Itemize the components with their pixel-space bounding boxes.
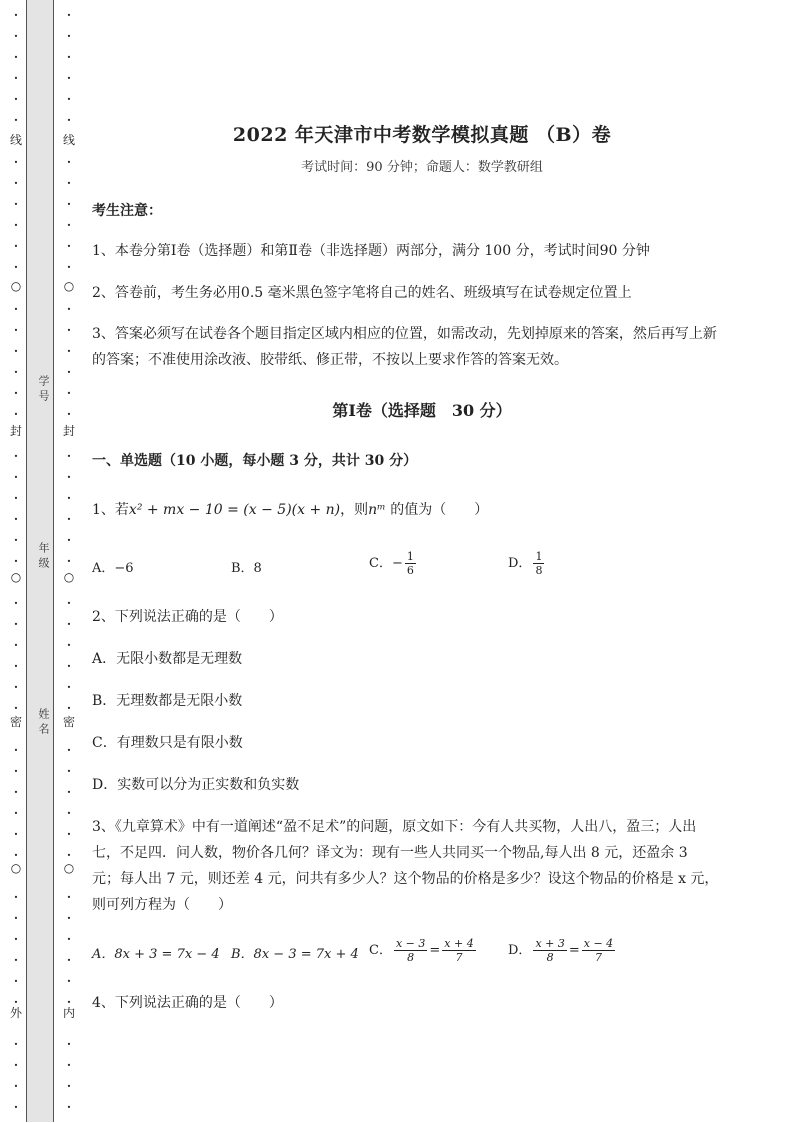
seal-dot: · (13, 302, 19, 316)
seal-dot: · (13, 407, 19, 421)
outer-marker: ○ (10, 279, 22, 293)
fraction (533, 550, 544, 577)
seal-dot: · (66, 8, 72, 22)
outer-marker: 密 (9, 715, 22, 729)
fraction (405, 550, 416, 577)
q3-option-a: A．8x + 3 = 7x − 4 (92, 947, 220, 962)
page-title: 2022 年天津市中考数学模拟真题 （B）卷 (232, 124, 612, 146)
q2-option-a: A．无限小数都是无理数 (92, 651, 243, 667)
seal-dot: · (66, 470, 72, 484)
denominator: 8 (535, 564, 543, 577)
q1-suffix: ，则 (340, 502, 369, 518)
seal-dot: · (66, 995, 72, 1009)
equals-sign: = (568, 943, 580, 958)
outer-marker: ○ (10, 570, 22, 584)
seal-dot: · (66, 827, 72, 841)
seal-dot: · (13, 806, 19, 820)
q1-expression: x² + mx − 10 = (x − 5)(x + n) (128, 502, 341, 518)
seal-dot: · (66, 848, 72, 862)
seal-dot: · (66, 92, 72, 106)
seal-dot: · (66, 596, 72, 610)
inner-marker: ○ (63, 570, 75, 584)
seal-dot: · (13, 1079, 19, 1093)
inner-seal-line (62, 0, 76, 1123)
denominator: 7 (455, 951, 463, 964)
seal-dot: · (13, 659, 19, 673)
inner-marker: 封 (62, 424, 75, 438)
question-1 (92, 497, 752, 523)
seal-dot: · (66, 932, 72, 946)
seal-dot: · (13, 701, 19, 715)
notice-item: 1、本卷分第Ⅰ卷（选择题）和第Ⅱ卷（非选择题）两部分，满分 100 分，考试时间90 分钟 (92, 243, 650, 259)
numerator: x + 4 (444, 937, 474, 950)
numerator: 1 (406, 550, 414, 563)
q3-option-b: B．8x − 3 = 7x + 4 (231, 947, 359, 962)
binding-margin (0, 0, 82, 1123)
question-3-line: 3、《九章算术》中有一道阐述“盈不足术”的问题，原文如下：今有人共买物，人出八，盈三；人出 (92, 819, 697, 835)
inner-marker: 密 (62, 715, 75, 729)
seal-dot: · (66, 491, 72, 505)
seal-dot: · (66, 302, 72, 316)
seal-dot: · (66, 386, 72, 400)
seal-dot: · (66, 155, 72, 169)
student-info-strip (26, 0, 54, 1122)
seal-dot: · (13, 50, 19, 64)
seal-dot: · (13, 995, 19, 1009)
q2-option-c: C．有理数只是有限小数 (92, 735, 243, 751)
seal-dot: · (13, 470, 19, 484)
q1-option-b: B．8 (231, 561, 262, 576)
seal-dot: · (66, 29, 72, 43)
option-label: D． (508, 943, 532, 958)
seal-dot: · (13, 29, 19, 43)
seal-dot: · (66, 701, 72, 715)
numerator: x + 3 (535, 937, 565, 950)
grade-label: 年级 (37, 542, 50, 572)
part-heading: 一、单选题（10 小题，每小题 3 分，共计 30 分） (92, 453, 418, 469)
seal-dot: · (13, 260, 19, 274)
seal-dot: · (13, 71, 19, 85)
seal-dot: · (66, 260, 72, 274)
seal-dot: · (13, 323, 19, 337)
question-3-line: 则可列方程为（ ） (92, 897, 232, 913)
seal-dot: · (13, 638, 19, 652)
notice-item: 3、答案必须写在试卷各个题目指定区域内相应的位置，如需改动，先划掉原来的答案，然后再写上新 (92, 326, 717, 342)
seal-dot: · (13, 92, 19, 106)
seal-dot: · (66, 785, 72, 799)
question-3-line: 元；每人出 7 元，则还差 4 元，问共有多少人？这个物品的价格是多少？设这个物品的价格是 x 元， (92, 871, 719, 887)
seal-dot: · (13, 827, 19, 841)
seal-dot: · (13, 344, 19, 358)
seal-dot: · (13, 1058, 19, 1072)
q2-option-d: D．实数可以分为正实数和负实数 (92, 777, 300, 793)
seal-dot: · (66, 806, 72, 820)
outer-marker: 封 (9, 424, 22, 438)
option-label: C． (369, 943, 392, 958)
seal-dot: · (66, 113, 72, 127)
seal-dot: · (13, 386, 19, 400)
outer-seal-line (9, 0, 23, 1123)
seal-dot: · (13, 596, 19, 610)
notice-heading: 考生注意： (92, 203, 162, 219)
denominator: 7 (594, 951, 602, 964)
name-label: 姓名 (37, 708, 50, 738)
seal-dot: · (66, 323, 72, 337)
seal-dot: · (13, 533, 19, 547)
denominator: 8 (546, 951, 554, 964)
seal-dot: · (66, 911, 72, 925)
fraction (533, 937, 566, 964)
fraction (582, 937, 615, 964)
seal-dot: · (13, 911, 19, 925)
seal-dot: · (66, 449, 72, 463)
numerator: x − 3 (395, 937, 426, 950)
q3-option-d (508, 937, 617, 964)
seal-dot: · (13, 953, 19, 967)
denominator: 8 (407, 951, 415, 964)
q1-tail: 的值为（ ） (385, 502, 489, 518)
seal-dot: · (13, 554, 19, 568)
inner-marker: ○ (63, 279, 75, 293)
q1-prefix: 1、若 (92, 502, 129, 518)
seal-dot: · (13, 176, 19, 190)
notice-item: 2、答卷前，考生务必用0.5 毫米黑色签字笔将自己的姓名、班级填写在试卷规定位置上 (92, 285, 632, 301)
seal-dot: · (66, 1100, 72, 1114)
seal-dot: · (66, 1079, 72, 1093)
seal-dot: · (66, 197, 72, 211)
seal-dot: · (13, 512, 19, 526)
equals-sign: = (429, 943, 441, 958)
seal-dot: · (13, 1037, 19, 1051)
seal-dot: · (66, 1058, 72, 1072)
seal-dot: · (66, 1037, 72, 1051)
student-id-label: 学号 (37, 375, 50, 405)
seal-dot: · (66, 890, 72, 904)
outer-marker: 线 (9, 133, 22, 147)
seal-dot: · (66, 680, 72, 694)
seal-dot: · (13, 1100, 19, 1114)
seal-dot: · (66, 239, 72, 253)
seal-dot: · (66, 50, 72, 64)
seal-dot: · (66, 407, 72, 421)
section-title: 第Ⅰ卷（选择题 30 分） (332, 401, 512, 420)
q3-option-c (369, 937, 478, 964)
seal-dot: · (13, 218, 19, 232)
fraction (442, 937, 475, 964)
seal-dot: · (66, 617, 72, 631)
seal-dot: · (13, 365, 19, 379)
notice-item: 的答案；不准使用涂改液、胶带纸、修正带，不按以上要求作答的答案无效。 (92, 352, 568, 368)
seal-dot: · (13, 113, 19, 127)
seal-dot: · (13, 785, 19, 799)
seal-dot: · (13, 890, 19, 904)
exam-subtitle: 考试时间：90 分钟；命题人：数学教研组 (301, 160, 543, 175)
seal-dot: · (13, 155, 19, 169)
seal-dot: · (13, 680, 19, 694)
seal-dot: · (66, 344, 72, 358)
q2-option-b: B．无理数都是无限小数 (92, 693, 243, 709)
seal-dot: · (13, 974, 19, 988)
fraction (394, 937, 427, 964)
seal-dot: · (66, 659, 72, 673)
numerator: x − 4 (583, 937, 614, 950)
seal-dot: · (13, 848, 19, 862)
seal-dot: · (13, 743, 19, 757)
seal-dot: · (66, 512, 72, 526)
q1-option-d (508, 550, 546, 577)
seal-dot: · (13, 617, 19, 631)
q1-option-a: A．−6 (92, 561, 134, 576)
outer-marker: 外 (9, 1006, 22, 1020)
seal-dot: · (13, 764, 19, 778)
seal-dot: · (66, 533, 72, 547)
seal-dot: · (66, 365, 72, 379)
seal-dot: · (13, 8, 19, 22)
seal-dot: · (13, 932, 19, 946)
outer-marker: ○ (10, 861, 22, 875)
seal-dot: · (66, 71, 72, 85)
seal-dot: · (66, 974, 72, 988)
inner-marker: 线 (62, 133, 75, 147)
denominator: 6 (406, 564, 414, 577)
seal-dot: · (13, 449, 19, 463)
q1-option-c (369, 550, 418, 577)
inner-marker: ○ (63, 861, 75, 875)
seal-dot: · (13, 239, 19, 253)
seal-dot: · (66, 764, 72, 778)
option-label: C．− (369, 556, 403, 571)
inner-marker: 内 (62, 1006, 75, 1020)
question-4: 4、下列说法正确的是（ ） (92, 995, 283, 1011)
q1-power: nᵐ (368, 502, 386, 518)
seal-dot: · (13, 197, 19, 211)
numerator: 1 (535, 550, 543, 563)
option-label: D． (508, 556, 532, 571)
seal-dot: · (66, 743, 72, 757)
seal-dot: · (66, 638, 72, 652)
question-2: 2、下列说法正确的是（ ） (92, 609, 283, 625)
seal-dot: · (66, 554, 72, 568)
seal-dot: · (66, 218, 72, 232)
question-3-line: 七，不足四．问人数，物价各几何？译文为：现有一些人共同买一个物品,每人出 8 元，还盈余 3 (92, 845, 688, 861)
seal-dot: · (13, 491, 19, 505)
seal-dot: · (66, 953, 72, 967)
seal-dot: · (66, 176, 72, 190)
